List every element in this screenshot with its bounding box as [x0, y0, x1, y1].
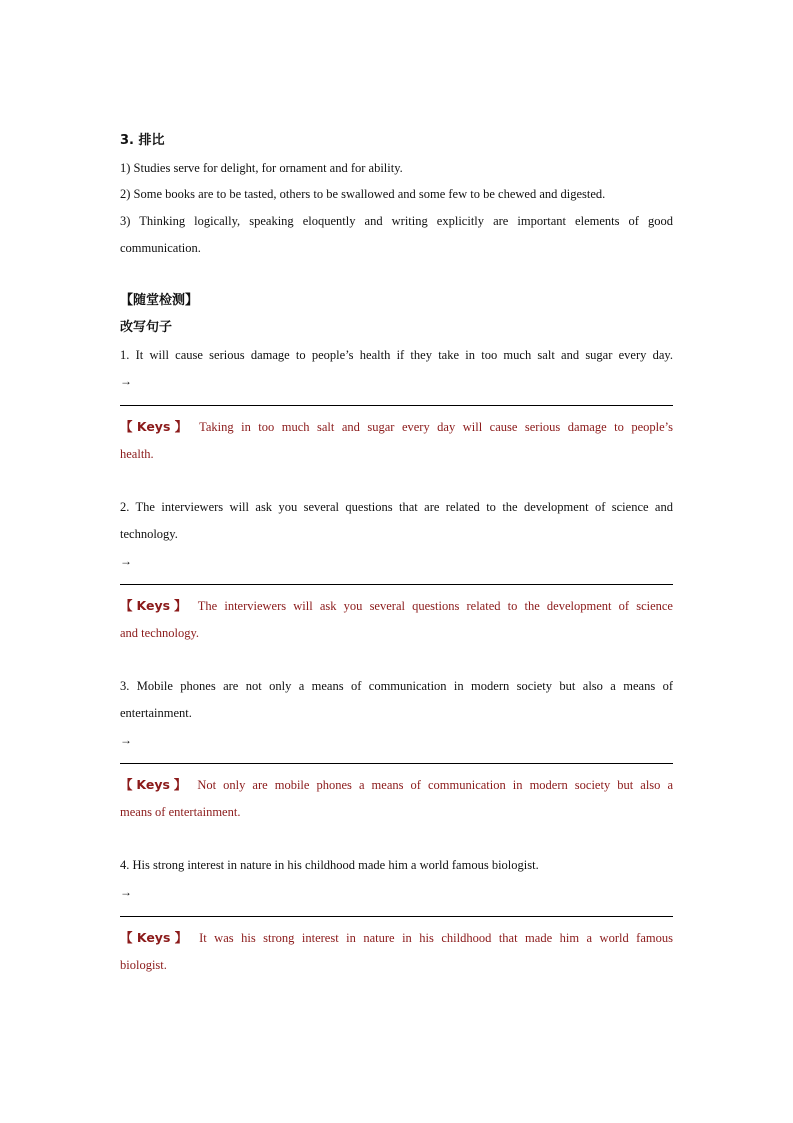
spacer	[120, 647, 673, 674]
answer-line-4[interactable]	[120, 904, 673, 917]
arrow-icon: →	[120, 885, 132, 900]
answer-line-2[interactable]	[120, 572, 673, 585]
spacer	[120, 467, 673, 494]
answer-line-1[interactable]	[120, 393, 673, 406]
key-label: 【Keys】	[120, 929, 192, 945]
key-2-text-1: The interviewers will ask you several questions related to the development of science	[190, 599, 673, 614]
arrow-icon: →	[120, 732, 132, 747]
key-1-line-2: health.	[120, 446, 154, 461]
question-2-line-1: 2. The interviewers will ask you several questions that are related to the development of science and	[120, 500, 673, 515]
spacer	[120, 826, 673, 853]
key-4-line-1	[120, 925, 673, 952]
parallelism-example-3-line-1: 3) Thinking logically, speaking eloquently and writing explicitly are important elements of good	[120, 214, 673, 229]
arrow-icon: →	[120, 553, 132, 568]
key-2-line-2: and technology.	[120, 625, 200, 640]
question-2-line-2: technology.	[120, 526, 178, 541]
key-label: 【Keys】	[120, 598, 191, 614]
key-4-line-2: biologist.	[120, 957, 167, 972]
question-3-line-2: entertainment.	[120, 705, 192, 720]
quiz-subheading: 改写句子	[120, 319, 173, 335]
arrow-icon: →	[120, 374, 132, 389]
key-label: 【Keys】	[120, 777, 191, 793]
spacer	[120, 262, 673, 289]
section-heading: 3. 排比	[120, 133, 165, 148]
quiz-heading: 【随堂检测】	[120, 293, 199, 309]
parallelism-example-3-line-2: communication.	[120, 240, 201, 255]
question-3-line-1: 3. Mobile phones are not only a means of communication in modern society but also a means of	[120, 679, 673, 694]
key-label: 【Keys】	[120, 419, 192, 434]
key-1-text-1: Taking in too much salt and sugar every day will cause serious damage to people’s	[191, 420, 673, 434]
question-4-line-1: 4. His strong interest in nature in his childhood made him a world famous biologist.	[120, 858, 539, 873]
parallelism-example-1: 1) Studies serve for delight, for ornament and for ability.	[120, 160, 403, 175]
answer-line-3[interactable]	[120, 751, 673, 764]
key-3-text-1: Not only are mobile phones a means of communication in modern society but also a	[190, 778, 673, 793]
document-page	[120, 128, 673, 978]
parallelism-example-2: 2) Some books are to be tasted, others to be swallowed and some few to be chewed and digested.	[120, 187, 606, 202]
question-1-line-1: 1. It will cause serious damage to people’s health if they take in too much salt and sugar every day.	[120, 347, 673, 362]
key-4-text-1: It was his strong interest in nature in his childhood that made him a world famous	[191, 930, 673, 945]
key-1-line-1	[120, 414, 673, 441]
key-3-line-1	[120, 772, 673, 799]
key-3-line-2: means of entertainment.	[120, 805, 241, 820]
key-2-line-1	[120, 593, 673, 620]
